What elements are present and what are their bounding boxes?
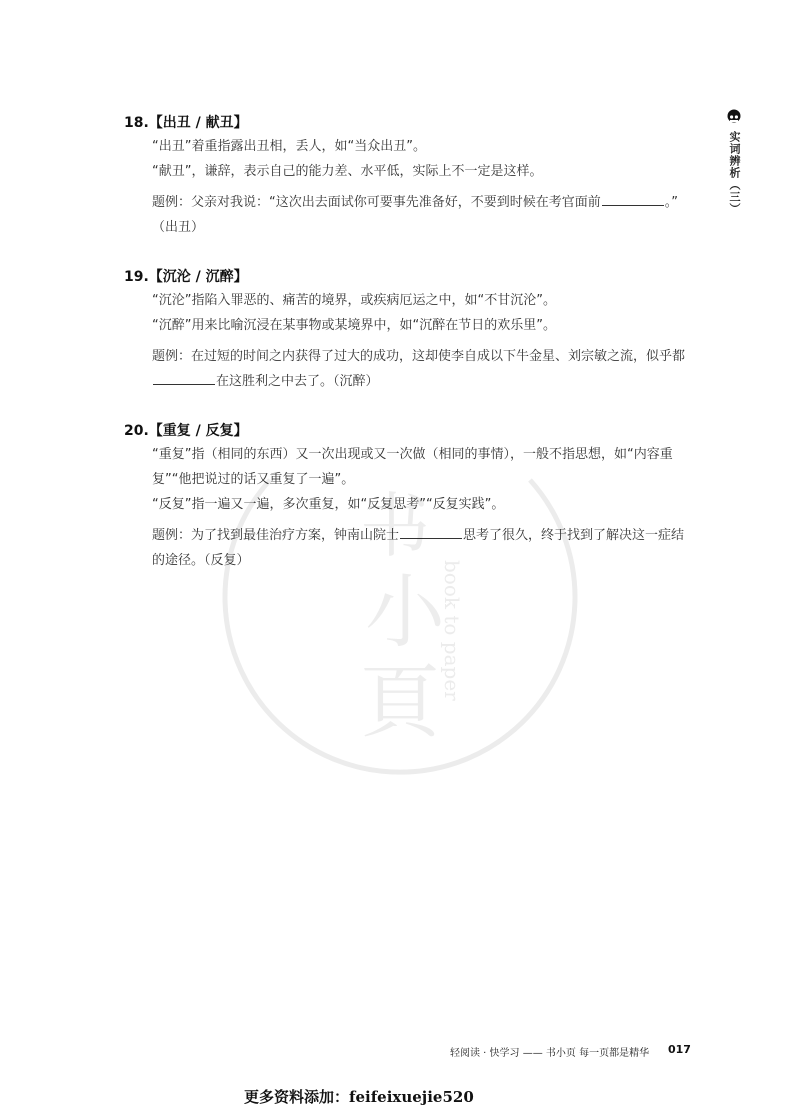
- entry-20-example-before: 题例：为了找到最佳治疗方案，钟南山院士: [152, 528, 400, 543]
- entry-19-example-before: 题例：在过短的时间之内获得了过大的成功，这却使李自成以下牛金星、刘宗敏之流，似乎都: [152, 349, 686, 364]
- watermark-char-1: 书: [360, 485, 430, 567]
- entry-19-line-2: “沉醉”用来比喻沉浸在某事物或某境界中，如“沉醉在节日的欢乐里”。: [152, 318, 556, 333]
- watermark-char-3: 頁: [360, 656, 440, 749]
- entry-20-line-2: “反复”指一遍又一遍，多次重复，如“反复思考”“反复实践”。: [152, 497, 505, 512]
- entry-19-example-after: 在这胜利之中去了。: [216, 374, 334, 389]
- entry-20-heading: 20.【重复 / 反复】: [124, 423, 248, 439]
- watermark-char-2: 小: [365, 566, 445, 659]
- entry-18-example-before: 题例：父亲对我说：“这次出去面试你可要事先准备好，不要到时候在考官面前: [152, 195, 601, 210]
- side-tab-label: 实词辨析（三）: [728, 131, 741, 215]
- entry-18-example-after: 。”: [664, 195, 678, 210]
- entry-20-example: [152, 523, 692, 573]
- page-number: 017: [668, 1043, 691, 1056]
- entry-19-example: [152, 344, 692, 394]
- entry-18-heading: 18.【出丑 / 献丑】: [124, 115, 248, 131]
- entry-20-blank: [400, 526, 462, 539]
- watermark-latin: book to paper: [440, 560, 464, 701]
- entry-18-answer: （出丑）: [152, 220, 205, 235]
- mascot-icon: [726, 109, 742, 123]
- entry-19-line-1: “沉沦”指陷入罪恶的、痛苦的境界，或疾病厄运之中，如“不甘沉沦”。: [152, 293, 556, 308]
- entry-19-blank: [153, 372, 215, 385]
- entry-19-answer: （沉醉）: [333, 374, 379, 389]
- entry-18-blank: [602, 193, 664, 206]
- bottom-note: 更多资料添加：feifeixuejie520: [244, 1088, 474, 1106]
- entry-18-line-2: “献丑”，谦辞，表示自己的能力差、水平低，实际上不一定是这样。: [152, 164, 543, 179]
- footer-slogan: 轻阅读 · 快学习 —— 书小页 每一页都是精华: [450, 1048, 650, 1059]
- entry-19-heading: 19.【沉沦 / 沉醉】: [124, 269, 248, 285]
- entry-20-example-after: 思考了很久，终于找到了解决这一症结的途径。: [152, 528, 685, 568]
- entry-18-example: [152, 190, 692, 240]
- side-tab: [724, 108, 744, 215]
- entry-20-answer: （反复）: [204, 553, 250, 568]
- entry-18-line-1: “出丑”着重指露出丑相，丢人，如“当众出丑”。: [152, 139, 426, 154]
- entry-20-line-1: “重复”指（相同的东西）又一次出现或又一次做（相同的事情），一般不指思想，如“内容重复”“他把说过的话又重复了一遍”。: [152, 447, 673, 487]
